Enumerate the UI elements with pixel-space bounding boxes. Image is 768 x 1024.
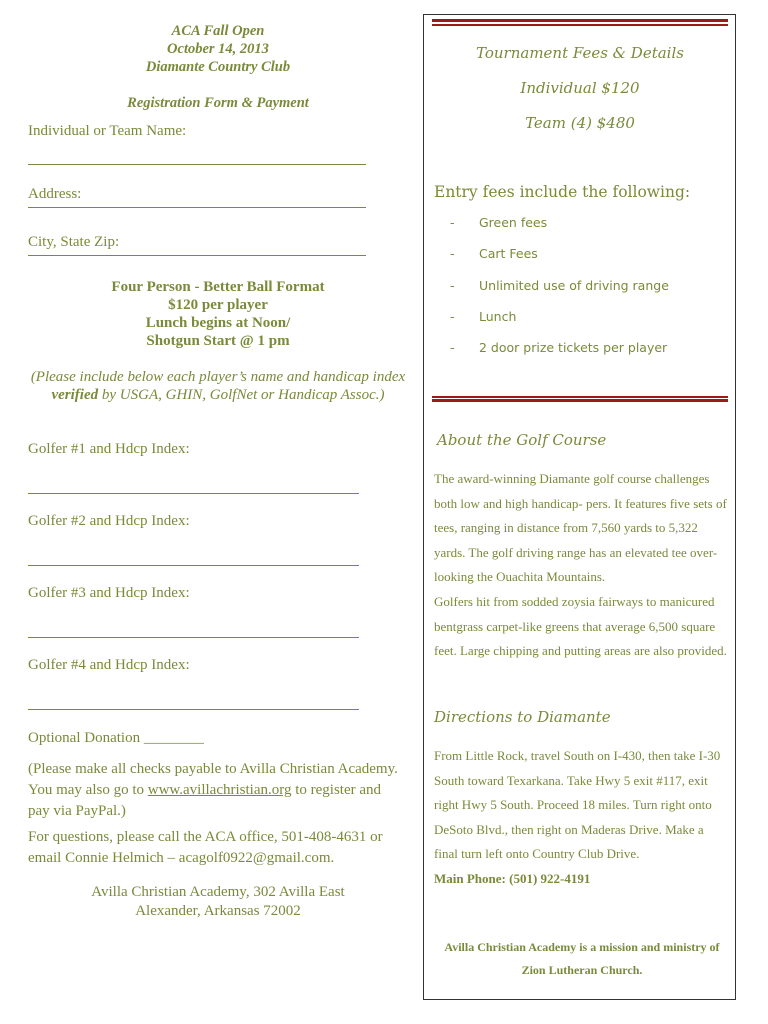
divider-top-thin (432, 24, 728, 26)
format-line: Lunch begins at Noon/ (145, 315, 291, 331)
name-label: Individual or Team Name: (28, 123, 187, 139)
includes-list (450, 215, 669, 371)
city-label: City, State Zip: (28, 234, 120, 250)
address-line: Alexander, Arkansas 72002 (135, 903, 301, 919)
website-link[interactable]: www.avillachristian.org (147, 782, 292, 798)
list-item (450, 309, 669, 340)
includes-title: Entry fees include the following: (434, 183, 691, 201)
list-item (450, 278, 669, 309)
directions-title: Directions to Diamante (434, 708, 611, 726)
list-item-label: Cart Fees (479, 246, 538, 262)
dash: - (450, 246, 455, 262)
golfer-1-label: Golfer #1 and Hdcp Index: (28, 441, 190, 457)
format-line: Four Person - Better Ball Format (111, 279, 325, 295)
format-line: Shotgun Start @ 1 pm (146, 333, 290, 349)
fees-title: Tournament Fees & Details (476, 44, 684, 62)
course-text: Golfers hit from sodded zoysia fairways to manicured bentgrass carpet-like greens that average 6,500 square feet. Large chipping and putting areas are also provided. (434, 593, 727, 659)
golfer-3-field[interactable] (28, 637, 359, 638)
golfer-4-label: Golfer #4 and Hdcp Index: (28, 657, 190, 673)
list-item (450, 246, 669, 277)
course-text: The award-winning Diamante golf course challenges both low and high handicap- pers. It features five sets of tees, ranging in distance from 7,560 yards to 5,322 yards. The golf driving range has an elevated tee over- looking the Ouachita Mountains. (434, 471, 727, 585)
list-item-label: Lunch (479, 308, 517, 324)
payable-text: (Please make all checks payable to Avilla Christian Academy. You may also go to (28, 761, 398, 798)
list-item (450, 215, 669, 246)
list-item-label: 2 door prize tickets per player (479, 340, 668, 356)
school-address (28, 883, 408, 921)
divider-mid (432, 399, 728, 402)
address-field[interactable] (28, 207, 366, 208)
directions-text (434, 744, 730, 892)
list-item-label: Green fees (479, 215, 548, 230)
course-description (434, 467, 730, 664)
format-block (28, 278, 408, 350)
golfer-2-label: Golfer #2 and Hdcp Index: (28, 513, 190, 529)
donation-label: Optional Donation ________ (28, 730, 204, 746)
mission-statement: Avilla Christian Academy is a mission and ministry of Zion Lutheran Church. (444, 940, 720, 977)
handicap-note-text: (Please include below each player’s name and handicap index (30, 369, 406, 385)
handicap-note (28, 368, 408, 404)
address-line: Avilla Christian Academy, 302 Avilla East (91, 884, 345, 900)
questions-note: For questions, please call the ACA office, 501-408-4631 or email Connie Helmich – acagolf0922@gmail.com. (28, 829, 383, 866)
dash: - (450, 308, 455, 324)
payable-note (28, 759, 403, 822)
form-title: Registration Form & Payment (127, 95, 309, 111)
event-title: ACA Fall Open (171, 23, 265, 39)
format-line: $120 per player (168, 297, 268, 313)
fee-team: Team (4) $480 (525, 114, 635, 132)
golfer-1-field[interactable] (28, 493, 359, 494)
list-item (450, 340, 669, 371)
course-title: About the Golf Course (437, 431, 607, 449)
registration-form (28, 22, 408, 921)
divider-top (432, 19, 728, 22)
main-phone: Main Phone: (501) 922-4191 (434, 870, 591, 886)
dash: - (450, 340, 455, 356)
dash: - (450, 277, 455, 293)
directions-body: From Little Rock, travel South on I-430, then take I-30 South toward Texarkana. Take Hwy 5 exit #117, exit right Hwy 5 South. Proceed 18 miles. Turn right onto DeSoto Blvd., then right on Maderas Drive. Make a final turn left onto Country Club Drive. (434, 748, 721, 862)
golfer-4-field[interactable] (28, 709, 359, 710)
event-venue: Diamante Country Club (145, 59, 291, 75)
payable-text: to register and pay via PayPal.) (28, 782, 382, 819)
list-item-label: Unlimited use of driving range (479, 277, 669, 293)
city-field[interactable] (28, 255, 366, 256)
handicap-note-text: by USGA, GHIN, GolfNet or Handicap Assoc.) (98, 387, 385, 403)
verified-text: verified (51, 387, 99, 403)
dash: - (450, 215, 455, 230)
golfer-3-label: Golfer #3 and Hdcp Index: (28, 585, 190, 601)
name-field[interactable] (28, 164, 366, 165)
fee-individual: Individual $120 (520, 79, 640, 97)
divider-mid-thin (432, 396, 728, 398)
address-label: Address: (28, 186, 82, 202)
golfer-2-field[interactable] (28, 565, 359, 566)
event-date: October 14, 2013 (167, 41, 269, 57)
